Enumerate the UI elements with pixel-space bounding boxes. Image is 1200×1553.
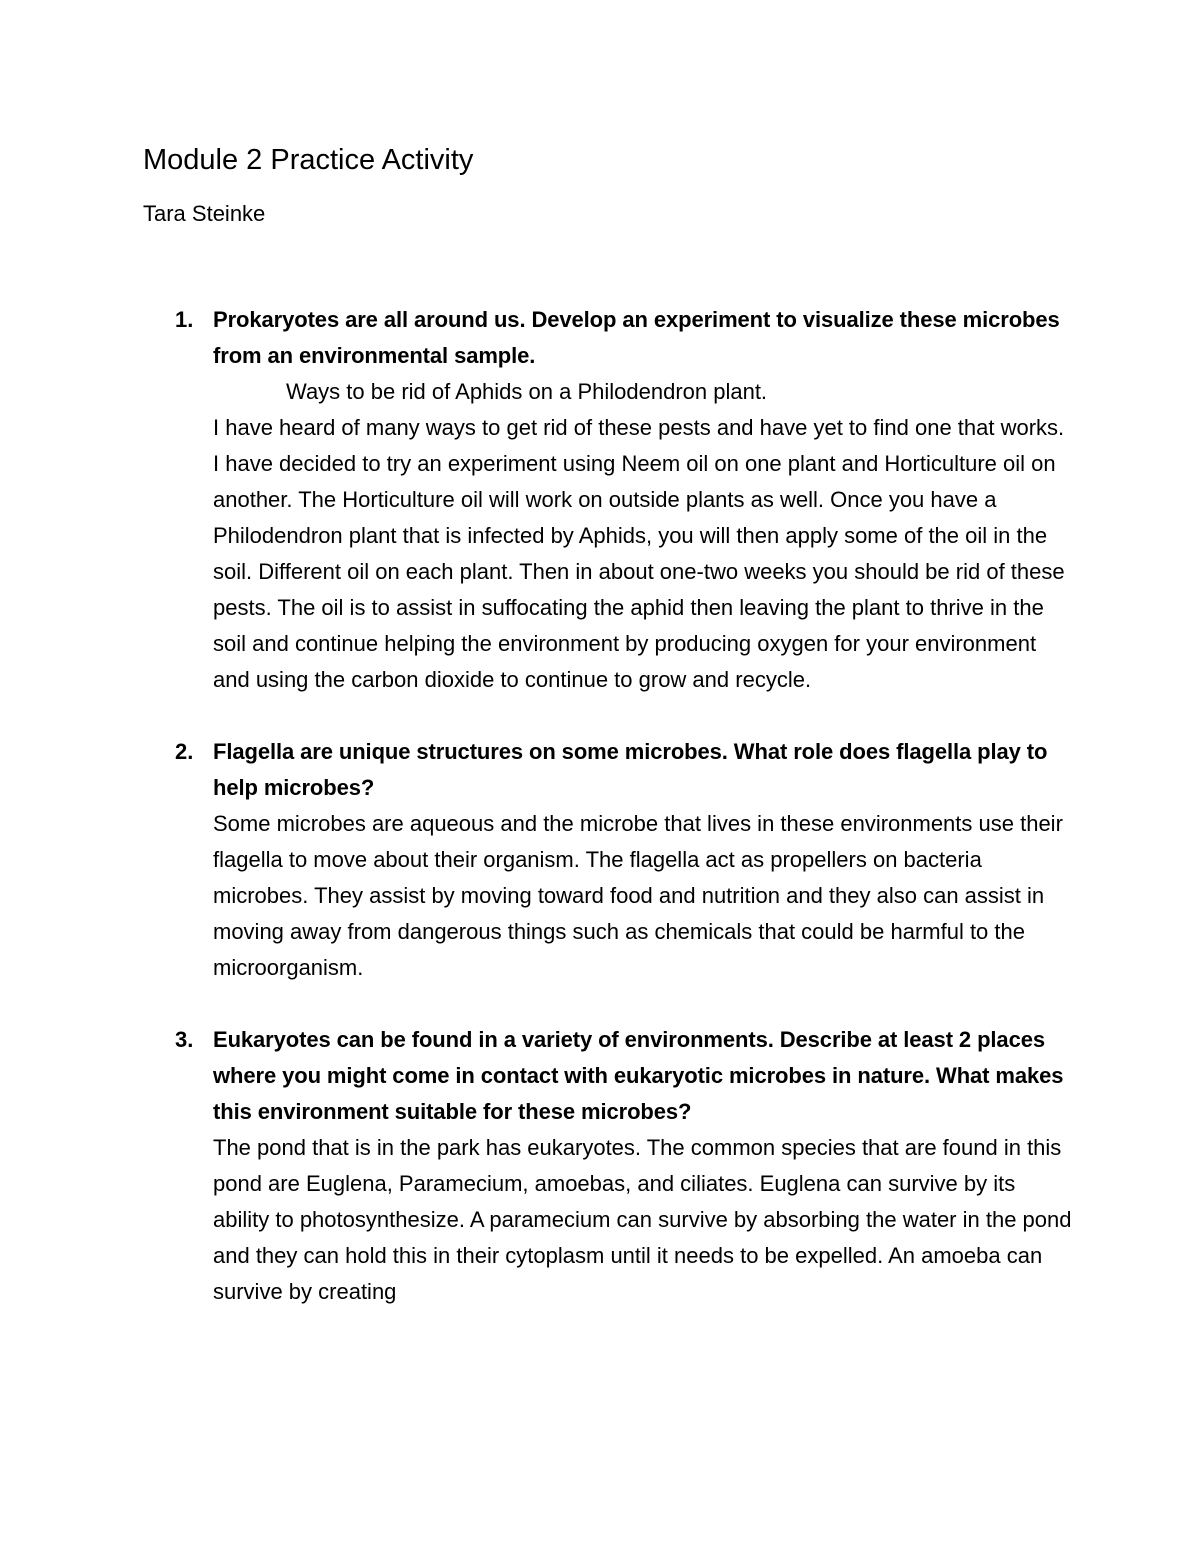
question-number: 2. [175,739,194,764]
question-prompt: Eukaryotes can be found in a variety of environments. Describe at least 2 places where you might come in contact with eukaryotic microbes in nature. What makes this environment suitable for these microbes? [213,1027,1064,1124]
question-number: 1. [175,307,194,332]
question-prompt: Prokaryotes are all around us. Develop an experiment to visualize these microbes from an environmental sample. [213,307,1060,368]
author-name: Tara Steinke [143,201,266,226]
question-3 [143,1022,1073,1310]
document-title: Module 2 Practice Activity [143,144,474,176]
question-2 [143,734,1073,986]
question-prompt: Flagella are unique structures on some microbes. What role does flagella play to help microbes? [213,739,1048,800]
question-number: 3. [175,1027,194,1052]
question-answer: I have heard of many ways to get rid of these pests and have yet to find one that works. I have decided to try an experiment using Neem oil on one plant and Horticulture oil on another. The Horticulture oil will work on outside plants as well. Once you have a Philodendron plant that is infected by Aphids, you will then apply some of the oil in the soil. Different oil on each plant. Then in about one-two weeks you should be rid of these pests. The oil is to assist in suffocating the aphid then leaving the plant to thrive in the soil and continue helping the environment by producing oxygen for your environment and using the carbon dioxide to continue to grow and recycle. [213,415,1065,692]
answer-subheading: Ways to be rid of Aphids on a Philodendron plant. [286,379,768,404]
question-list [143,302,1073,1346]
question-1 [143,302,1073,698]
question-answer: Some microbes are aqueous and the microbe that lives in these environments use their flagella to move about their organism. The flagella act as propellers on bacteria microbes. They assist by moving toward food and nutrition and they also can assist in moving away from dangerous things such as chemicals that could be harmful to the microorganism. [213,811,1063,980]
question-answer: The pond that is in the park has eukaryotes. The common species that are found in this pond are Euglena, Paramecium, amoebas, and ciliates. Euglena can survive by its ability to photosynthesize. A paramecium can survive by absorbing the water in the pond and they can hold this in their cytoplasm until it needs to be expelled. An amoeba can survive by creating [213,1135,1072,1304]
